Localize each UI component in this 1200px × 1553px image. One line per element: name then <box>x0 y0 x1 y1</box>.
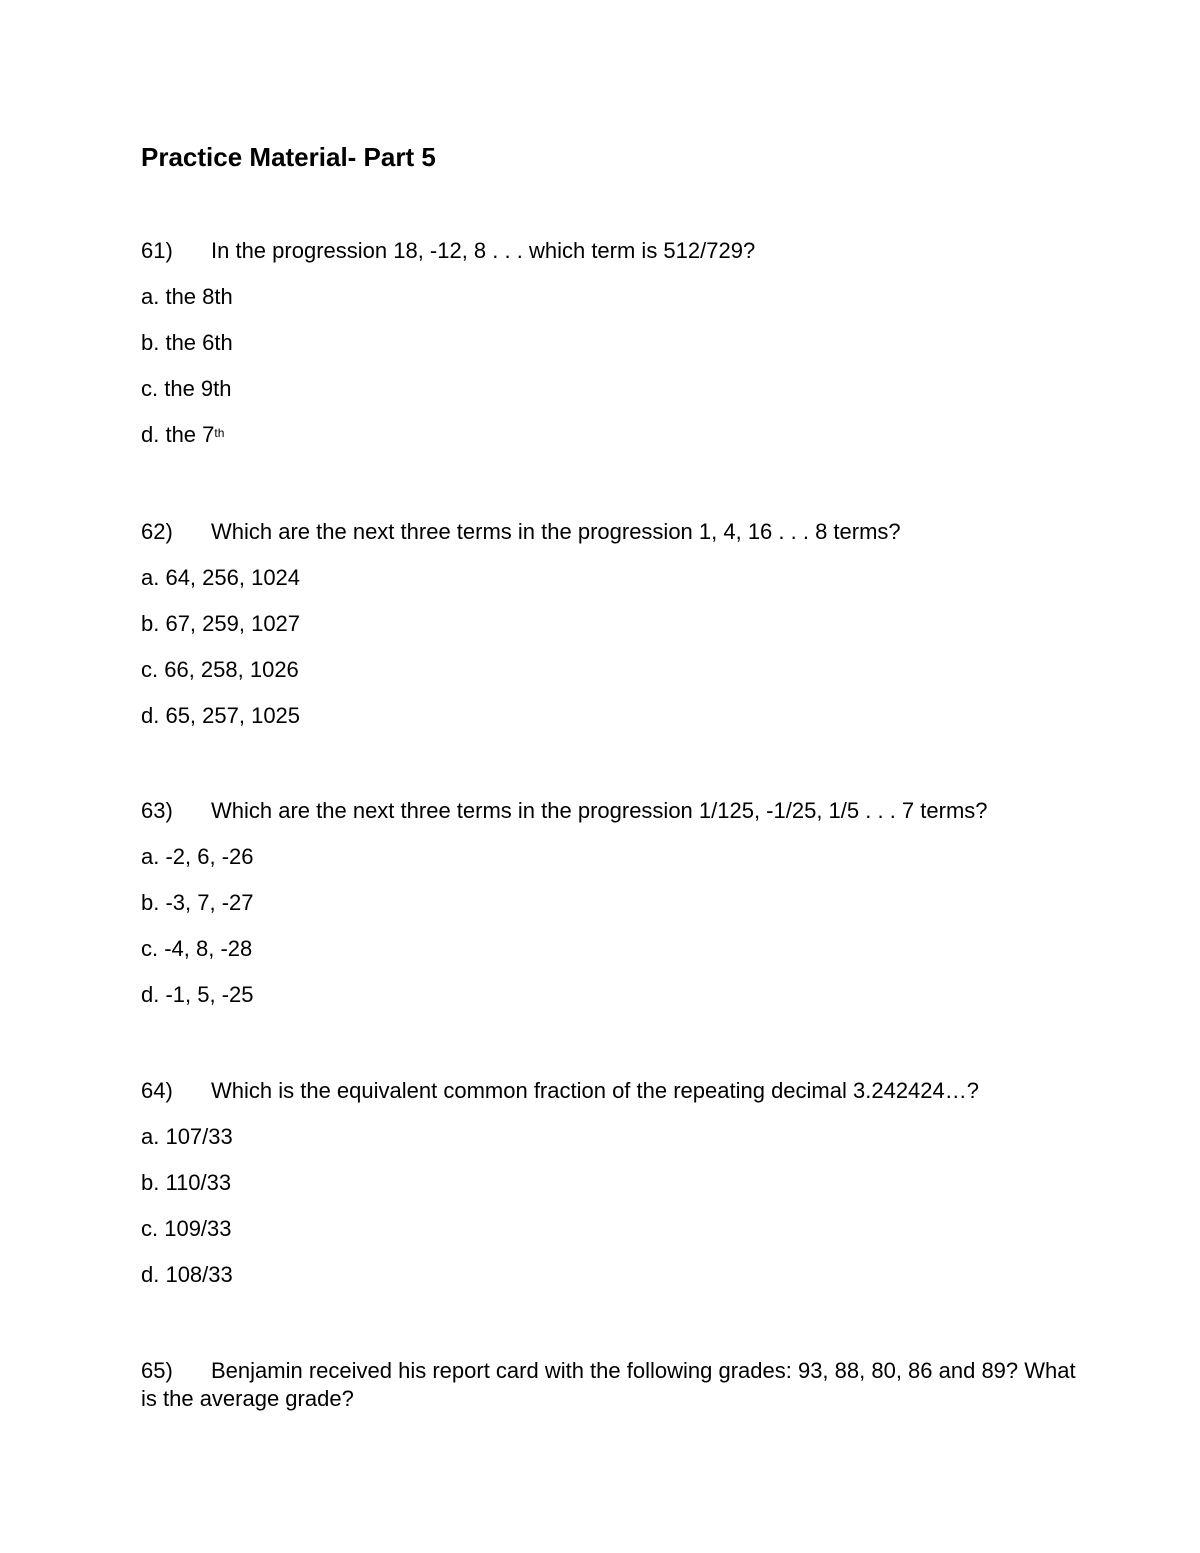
question-text: Which are the next three terms in the progression 1, 4, 16 . . . 8 terms? <box>211 519 901 544</box>
option-c: c. the 9th <box>141 376 232 401</box>
question-number: 62) <box>141 519 173 544</box>
option-d: d. -1, 5, -25 <box>141 982 254 1007</box>
option-a: a. 64, 256, 1024 <box>141 565 301 590</box>
option-d: d. 65, 257, 1025 <box>141 703 301 728</box>
question-text: Which is the equivalent common fraction of the repeating decimal 3.242424…? <box>211 1078 979 1103</box>
question-stem <box>141 797 1081 825</box>
question-stem <box>141 1357 1081 1413</box>
option-b: b. the 6th <box>141 330 233 355</box>
option-b: b. -3, 7, -27 <box>141 890 254 915</box>
question-number: 64) <box>141 1078 173 1103</box>
question-number: 65) <box>141 1358 173 1383</box>
option-c: c. 66, 258, 1026 <box>141 657 299 682</box>
option-b: b. 110/33 <box>141 1170 232 1195</box>
question-number: 63) <box>141 798 173 823</box>
option-b: b. 67, 259, 1027 <box>141 611 301 636</box>
question-text: In the progression 18, -12, 8 . . . which term is 512/729? <box>211 238 756 263</box>
option-c: c. 109/33 <box>141 1216 232 1241</box>
option-a: a. -2, 6, -26 <box>141 844 254 869</box>
question-65 <box>141 1357 1081 1413</box>
question-stem <box>141 237 1081 265</box>
question-62 <box>141 518 1081 730</box>
question-stem <box>141 518 1081 546</box>
option-c: c. -4, 8, -28 <box>141 936 253 961</box>
question-number: 61) <box>141 238 173 263</box>
option-a: a. the 8th <box>141 284 233 309</box>
question-text: Benjamin received his report card with the following grades: 93, 88, 80, 86 and 89? What is the average grade? <box>141 1358 1076 1411</box>
option-d-superscript: th <box>214 426 225 440</box>
question-text: Which are the next three terms in the progression 1/125, -1/25, 1/5 . . . 7 terms? <box>211 798 988 823</box>
option-d-text: d. the 7 <box>141 422 215 447</box>
option-d: d. 108/33 <box>141 1262 233 1287</box>
page-title: Practice Material- Part 5 <box>141 142 436 172</box>
question-63 <box>141 797 1081 1009</box>
question-stem <box>141 1077 1081 1105</box>
question-61 <box>141 237 1081 449</box>
question-64 <box>141 1077 1081 1289</box>
option-d <box>141 421 1081 449</box>
option-a: a. 107/33 <box>141 1124 233 1149</box>
